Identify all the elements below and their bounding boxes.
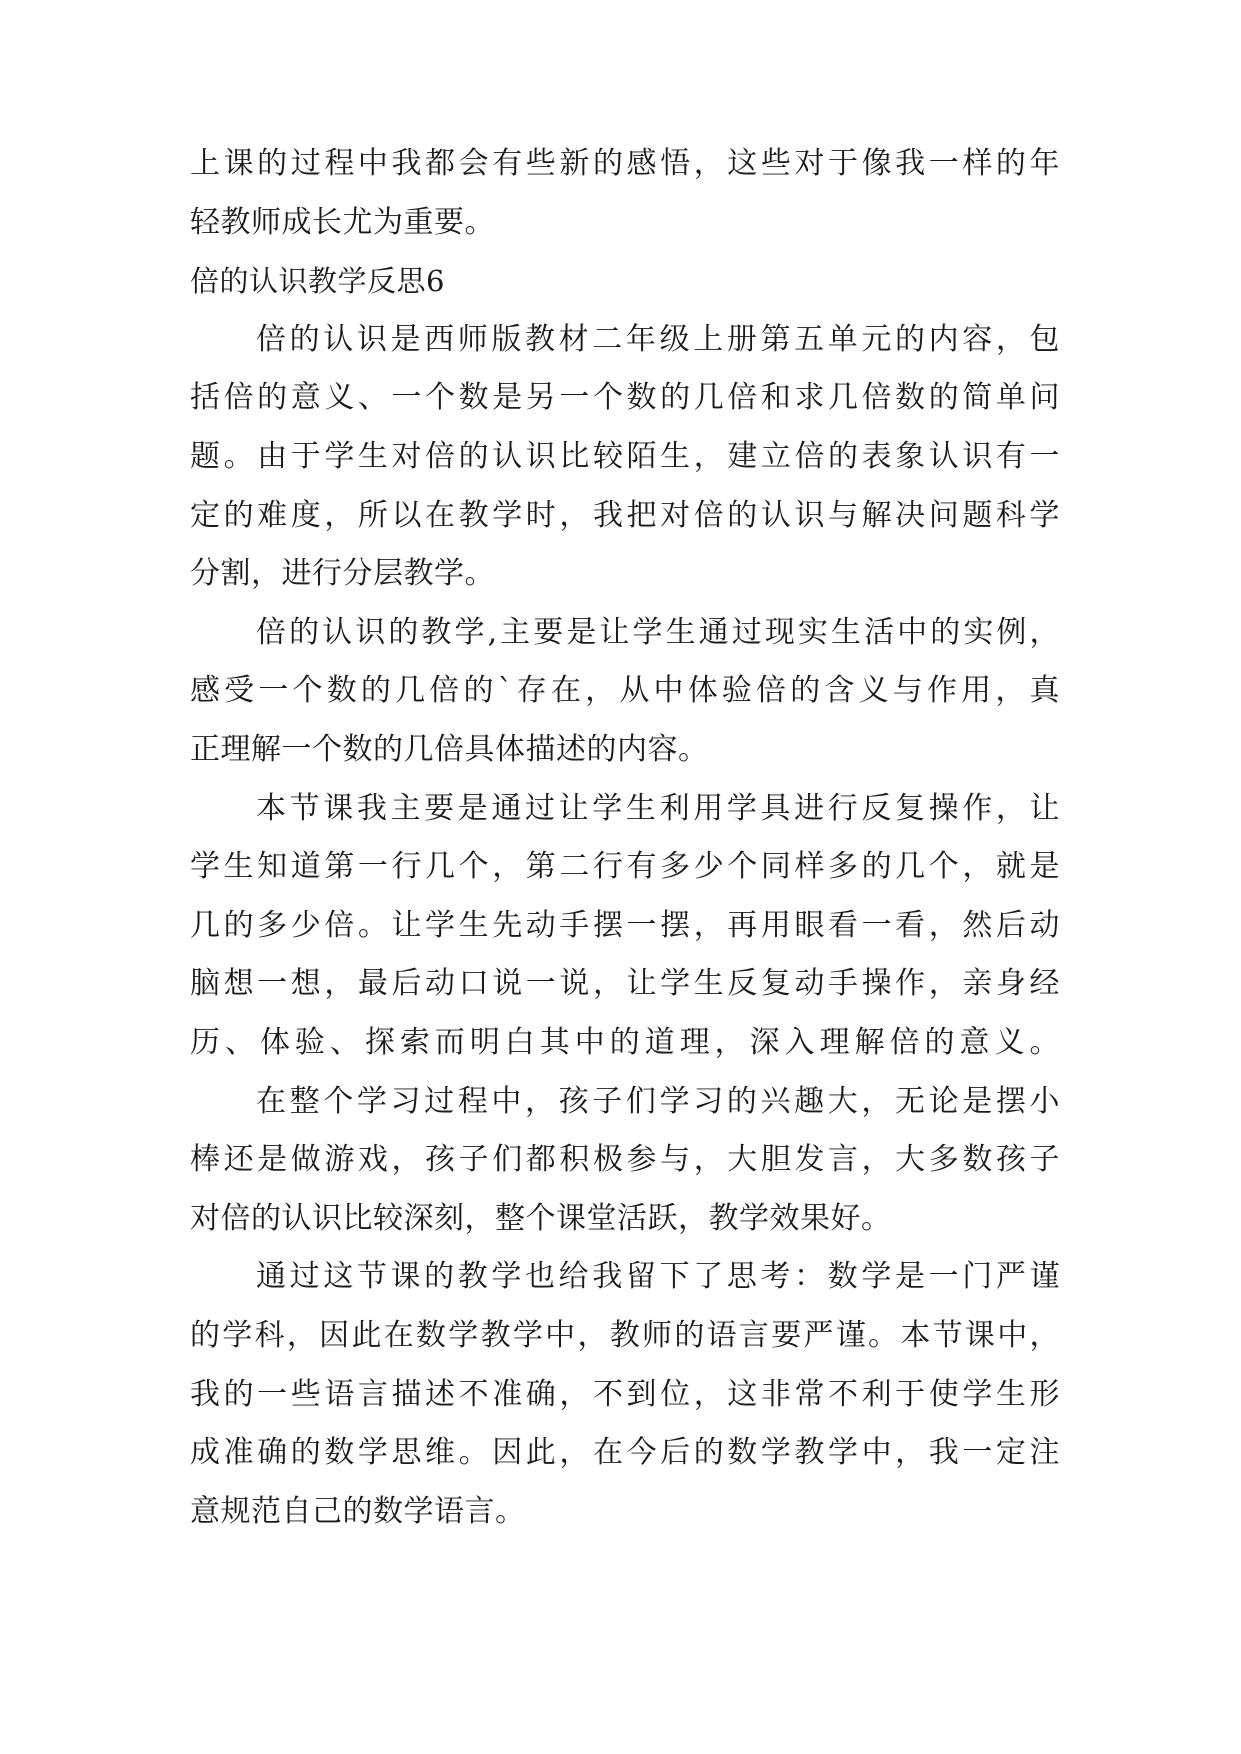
paragraph-line: 意规范自己的数学语言。: [190, 1494, 526, 1529]
paragraph-line: 成准确的数学思维。因此，在今后的数学教学中，我一定注: [190, 1435, 1060, 1470]
paragraph-line: 上课的过程中我都会有些新的感悟，这些对于像我一样的年: [190, 146, 1060, 181]
section-title: 倍的认识教学反思6: [190, 264, 445, 298]
paragraph-line: 学生知道第一行几个，第二行有多少个同样多的几个，就是: [190, 849, 1060, 884]
paragraph-line: 轻教师成长尤为重要。: [190, 205, 495, 240]
paragraph-line: 括倍的意义、一个数是另一个数的几倍和求几倍数的简单问: [190, 380, 1060, 415]
paragraph-line: 脑想一想，最后动口说一说，让学生反复动手操作，亲身经: [190, 966, 1060, 1001]
paragraph-first-line: 本节课我主要是通过让学生利用学具进行反复操作，让: [256, 791, 1060, 826]
paragraph-line: 棒还是做游戏，孩子们都积极参与，大胆发言，大多数孩子: [190, 1142, 1060, 1177]
paragraph-line: 对倍的认识比较深刻，整个课堂活跃，教学效果好。: [190, 1201, 892, 1236]
paragraph-line: 的学科，因此在数学教学中，教师的语言要严谨。本节课中，: [190, 1318, 1060, 1353]
paragraph-line: 题。由于学生对倍的认识比较陌生，建立倍的表象认识有一: [190, 439, 1060, 474]
paragraph-line: 分割，进行分层教学。: [190, 556, 495, 591]
paragraph-first-line: 在整个学习过程中，孩子们学习的兴趣大，无论是摆小: [256, 1084, 1060, 1119]
paragraph-line: 正理解一个数的几倍具体描述的内容。: [190, 732, 709, 767]
paragraph-line: 定的难度，所以在教学时，我把对倍的认识与解决问题科学: [190, 498, 1060, 533]
paragraph-first-line: 通过这节课的教学也给我留下了思考：数学是一门严谨: [256, 1259, 1060, 1294]
paragraph-line: 感受一个数的几倍的`存在，从中体验倍的含义与作用，真: [190, 673, 1060, 708]
paragraph-first-line: 倍的认识是西师版教材二年级上册第五单元的内容，包: [256, 322, 1060, 357]
paragraph-first-line: 倍的认识的教学,主要是让学生通过现实生活中的实例，: [256, 615, 1060, 650]
paragraph-line: 几的多少倍。让学生先动手摆一摆，再用眼看一看，然后动: [190, 908, 1060, 943]
paragraph-line: 我的一些语言描述不准确，不到位，这非常不利于使学生形: [190, 1377, 1060, 1412]
paragraph-line: 历、体验、探索而明白其中的道理，深入理解倍的意义。: [190, 1025, 1060, 1060]
